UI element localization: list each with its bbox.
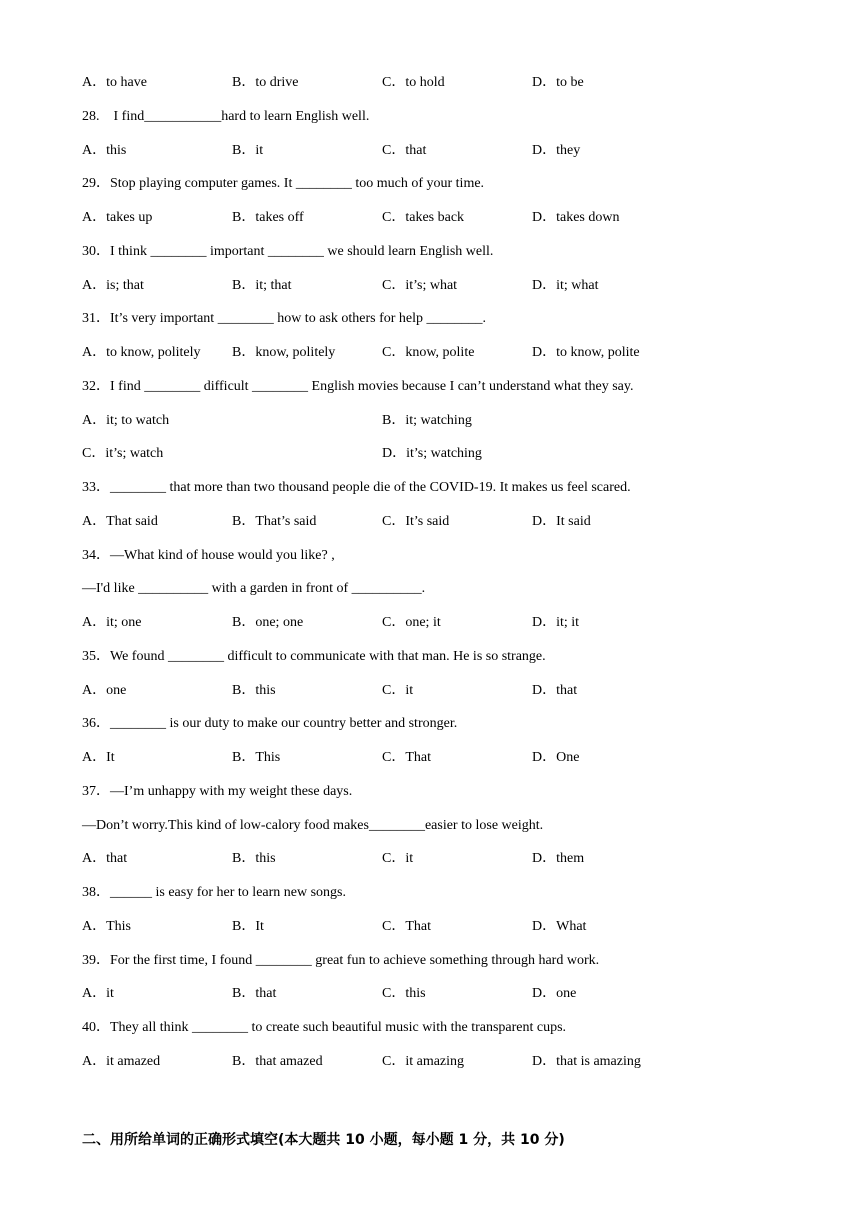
answer-option: D．it; what bbox=[532, 278, 599, 293]
options-row bbox=[82, 411, 820, 431]
question-line: 35．We found ________ difficult to communicate with that man. He is so strange. bbox=[82, 649, 546, 664]
options-row bbox=[82, 208, 820, 228]
options-row bbox=[82, 73, 820, 93]
answer-option: A．it; one bbox=[82, 615, 142, 630]
answer-option: D．them bbox=[532, 851, 585, 866]
answer-option: C．it bbox=[382, 851, 414, 866]
answer-option: A．this bbox=[82, 143, 127, 158]
answer-option: C．know, polite bbox=[382, 345, 475, 360]
answer-option: A．is; that bbox=[82, 278, 144, 293]
answer-option: B．to drive bbox=[232, 75, 299, 90]
question-line: 37．—I’m unhappy with my weight these days. bbox=[82, 784, 353, 799]
question-line: 38．______ is easy for her to learn new songs. bbox=[82, 885, 347, 900]
answer-option: A．takes up bbox=[82, 210, 153, 225]
answer-option: C．it bbox=[382, 683, 414, 698]
answer-option: B．takes off bbox=[232, 210, 304, 225]
question-line: 29．Stop playing computer games. It ________ too much of your time. bbox=[82, 176, 485, 191]
options-row bbox=[82, 276, 820, 296]
question-line: —I'd like __________ with a garden in front of __________. bbox=[82, 581, 426, 596]
answer-option: A．This bbox=[82, 919, 131, 934]
options-row bbox=[82, 984, 820, 1004]
answer-option: C．it’s; what bbox=[382, 278, 458, 293]
options-row bbox=[82, 917, 820, 937]
answer-option: C．to hold bbox=[382, 75, 445, 90]
question-line: 30．I think ________ important ________ we should learn English well. bbox=[82, 244, 494, 259]
answer-option: D．to be bbox=[532, 75, 584, 90]
answer-option: D．that bbox=[532, 683, 578, 698]
section-heading: 二、用所给单词的正确形式填空(本大题共 10 小题，每小题 1 分，共 10 分) bbox=[82, 1132, 565, 1148]
answer-option: A．to have bbox=[82, 75, 147, 90]
answer-option: C．it amazing bbox=[382, 1054, 465, 1069]
answer-option: C．this bbox=[382, 986, 426, 1001]
answer-option: D．takes down bbox=[532, 210, 620, 225]
answer-option: C．It’s said bbox=[382, 514, 450, 529]
answer-option: D．One bbox=[532, 750, 580, 765]
answer-option: D．that is amazing bbox=[532, 1054, 641, 1069]
answer-option: B．this bbox=[232, 683, 276, 698]
answer-option: D．one bbox=[532, 986, 577, 1001]
answer-option: A．It bbox=[82, 750, 115, 765]
answer-option: D．What bbox=[532, 919, 587, 934]
answer-option: D．it’s; watching bbox=[382, 446, 482, 461]
answer-option: B．This bbox=[232, 750, 281, 765]
question-line: 39．For the first time, I found ________ great fun to achieve something through hard work. bbox=[82, 953, 600, 968]
answer-option: B．it bbox=[232, 143, 264, 158]
answer-option: A．to know, politely bbox=[82, 345, 201, 360]
answer-option: C．one; it bbox=[382, 615, 441, 630]
answer-option: B．know, politely bbox=[232, 345, 336, 360]
options-row bbox=[82, 444, 820, 464]
answer-option: C．takes back bbox=[382, 210, 465, 225]
options-row bbox=[82, 343, 820, 363]
question-line: 28. I find___________hard to learn English well. bbox=[82, 109, 370, 124]
options-row bbox=[82, 849, 820, 869]
options-row bbox=[82, 681, 820, 701]
answer-option: B．that bbox=[232, 986, 277, 1001]
options-row bbox=[82, 748, 820, 768]
answer-option: B．It bbox=[232, 919, 264, 934]
answer-option: D．it; it bbox=[532, 615, 580, 630]
answer-option: B．this bbox=[232, 851, 276, 866]
answer-option: D．It said bbox=[532, 514, 591, 529]
question-line: 36．________ is our duty to make our country better and stronger. bbox=[82, 716, 458, 731]
options-row bbox=[82, 613, 820, 633]
answer-option: A．it amazed bbox=[82, 1054, 161, 1069]
answer-option: A．That said bbox=[82, 514, 158, 529]
options-row bbox=[82, 512, 820, 532]
answer-option: A．it; to watch bbox=[82, 413, 170, 428]
answer-option: B．it; that bbox=[232, 278, 292, 293]
question-line: —Don’t worry.This kind of low-calory food makes________easier to lose weight. bbox=[82, 818, 544, 833]
answer-option: B．That’s said bbox=[232, 514, 317, 529]
answer-option: B．one; one bbox=[232, 615, 304, 630]
answer-option: A．that bbox=[82, 851, 128, 866]
question-line: 40．They all think ________ to create such beautiful music with the transparent cups. bbox=[82, 1020, 567, 1035]
options-row bbox=[82, 1052, 820, 1072]
answer-option: C．That bbox=[382, 919, 431, 934]
answer-option: C．That bbox=[382, 750, 431, 765]
answer-option: B．that amazed bbox=[232, 1054, 323, 1069]
question-line: 34．—What kind of house would you like? , bbox=[82, 548, 335, 563]
answer-option: D．they bbox=[532, 143, 581, 158]
answer-option: A．one bbox=[82, 683, 127, 698]
question-line: 32．I find ________ difficult ________ English movies because I can’t understand what they say. bbox=[82, 379, 634, 394]
answer-option: A．it bbox=[82, 986, 114, 1001]
options-row bbox=[82, 141, 820, 161]
answer-option: C．that bbox=[382, 143, 427, 158]
answer-option: C．it’s; watch bbox=[82, 446, 164, 461]
answer-option: D．to know, polite bbox=[532, 345, 640, 360]
question-line: 33．________ that more than two thousand people die of the COVID-19. It makes us feel scared. bbox=[82, 480, 631, 495]
answer-option: B．it; watching bbox=[382, 413, 472, 428]
question-line: 31．It’s very important ________ how to ask others for help ________. bbox=[82, 311, 487, 326]
